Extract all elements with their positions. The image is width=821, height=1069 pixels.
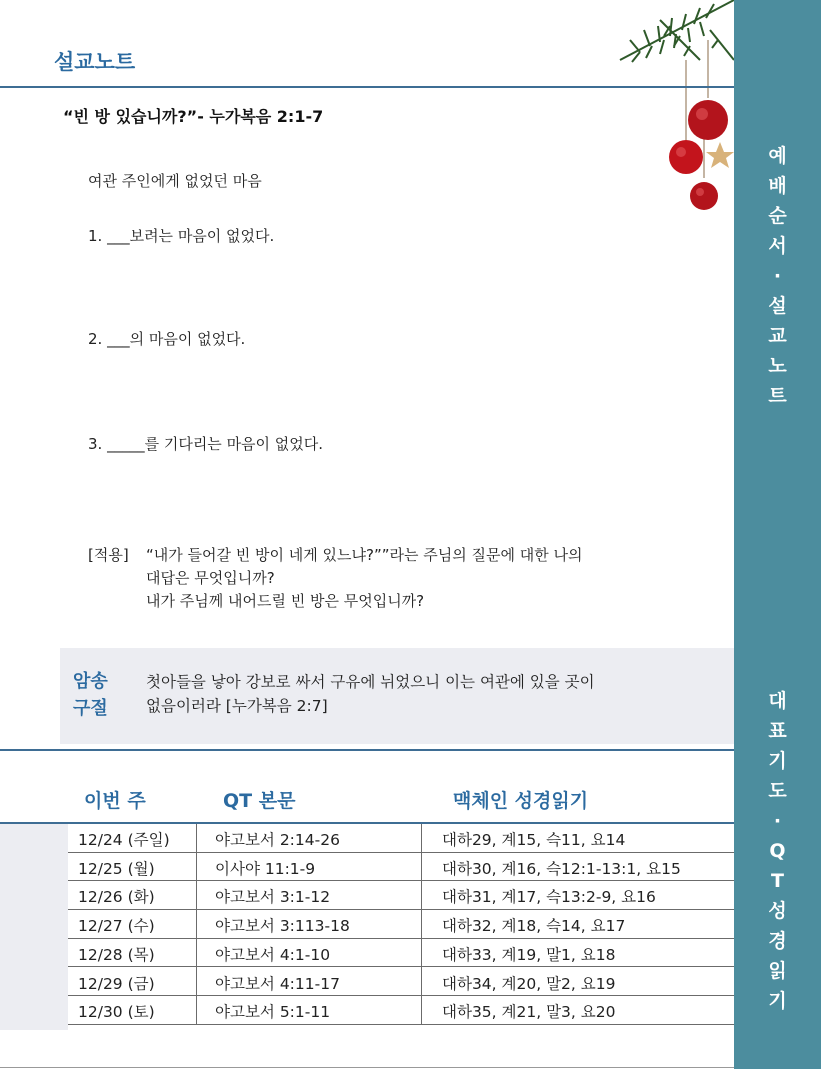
column-header-qt: QT 본문 <box>223 790 296 812</box>
table-row: 12/27 (수) 야고보서 3:113-18 대하32, 계18, 슥14, 요17 <box>68 910 734 939</box>
sidebar-label-order-of-worship: 예 배 순 서 · 설 교 노 트 <box>768 145 787 407</box>
sermon-point-3: 3. _____를 기다리는 마음이 없었다. <box>88 435 324 453</box>
table-row: 12/29 (금) 야고보서 4:11-17 대하34, 계20, 말2, 요19 <box>68 968 734 997</box>
application-line-3: 내가 주님께 내어드릴 빈 방은 무엇입니까? <box>146 592 425 610</box>
memory-verse-text: 첫아들을 낳아 강보로 싸서 구유에 뉘었으니 이는 여관에 있을 곳이 없음이러라 [누가복음 2:7] <box>146 673 595 715</box>
memory-verse-box <box>60 648 734 744</box>
application-line-1: “내가 들어갈 빈 방이 네게 있느냐?””라는 주님의 질문에 대한 나의 <box>146 546 583 564</box>
table-row: 12/30 (토) 야고보서 5:1-11 대하35, 계21, 말3, 요20 <box>68 996 734 1025</box>
sermon-point-2: 2. ___의 마음이 없었다. <box>88 330 246 348</box>
sermon-title: “빈 방 있습니까?”- 누가복음 2:1-7 <box>63 107 324 126</box>
table-row: 12/25 (월) 이사야 11:1-9 대하30, 계16, 슥12:1-13:1, 요15 <box>68 853 734 882</box>
column-header-reading: 맥체인 성경읽기 <box>453 790 589 812</box>
section-divider <box>0 749 734 751</box>
sermon-point-1: 1. ___보려는 마음이 없었다. <box>88 227 275 245</box>
column-divider <box>196 824 197 1025</box>
table-row: 12/26 (화) 야고보서 3:1-12 대하31, 계17, 슥13:2-9, 요16 <box>68 881 734 910</box>
table-side-panel <box>0 824 68 1030</box>
sermon-intro: 여관 주인에게 없었던 마음 <box>88 172 262 190</box>
table-row: 12/28 (목) 야고보서 4:1-10 대하33, 계19, 말1, 요18 <box>68 939 734 968</box>
christmas-ornaments-icon <box>600 0 734 220</box>
application-section <box>88 544 582 613</box>
application-label: [적용] <box>88 546 129 564</box>
memory-verse-label: 암송 구절 <box>73 671 108 719</box>
page-bottom-rule <box>0 1067 734 1068</box>
page-title: 설교노트 <box>54 50 136 74</box>
table-row: 12/24 (주일) 야고보서 2:14-26 대하29, 계15, 슥11, 요14 <box>68 824 734 853</box>
sidebar-label-prayer-qt: 대 표 기 도 · Q T 성 경 읽 기 <box>768 690 787 1012</box>
sidebar <box>734 0 821 1069</box>
application-line-2: 대답은 무엇입니까? <box>146 569 275 587</box>
schedule-table <box>68 824 734 1025</box>
title-divider <box>0 86 734 88</box>
column-header-week: 이번 주 <box>84 790 146 812</box>
column-divider <box>421 824 422 1025</box>
